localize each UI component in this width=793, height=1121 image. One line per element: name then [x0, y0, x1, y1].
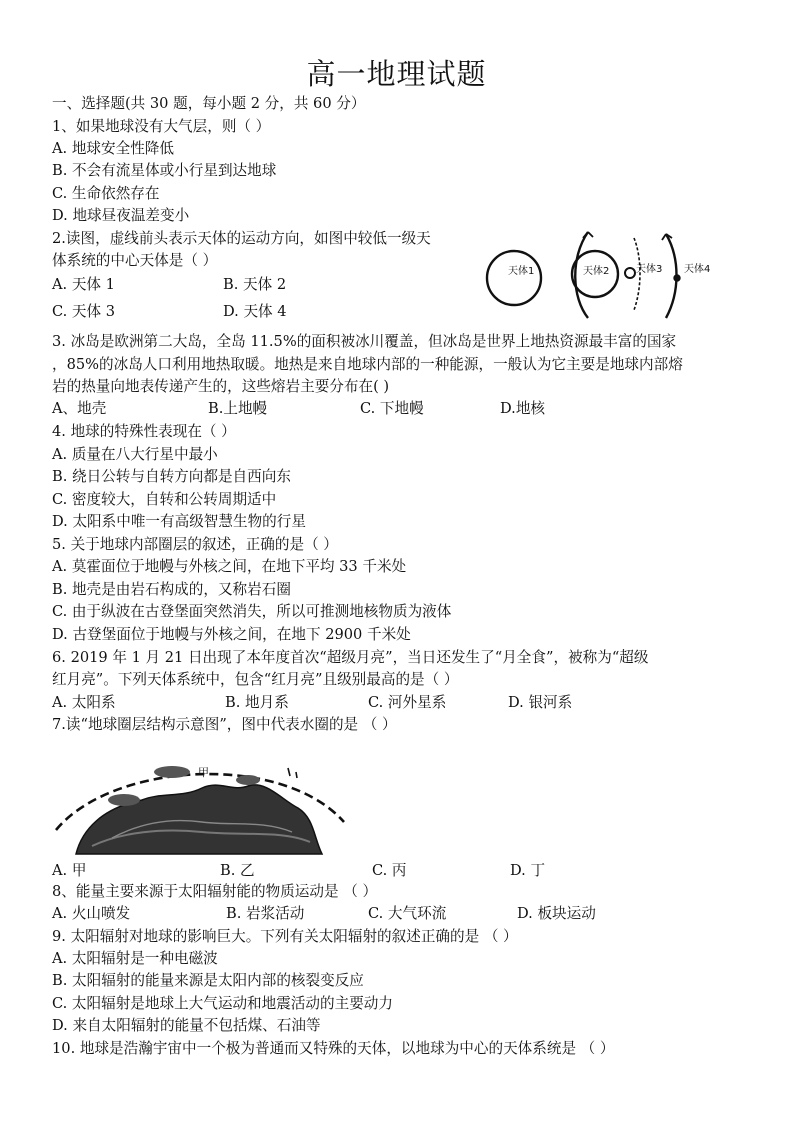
question-3-option-b: B.上地幔 — [208, 400, 268, 417]
question-5-option-a: A. 莫霍面位于地幔与外核之间，在地下平均 33 千米处 — [52, 558, 407, 575]
question-8-option-a: A. 火山喷发 — [52, 905, 131, 922]
fig-label-jia: 甲 — [198, 766, 209, 779]
question-7-option-b: B. 乙 — [220, 862, 255, 879]
celestial-bodies-figure — [480, 228, 710, 320]
question-10-stem: 10. 地球是浩瀚宇宙中一个极为普通而又特殊的天体，以地球为中心的天体系统是 （ ） — [52, 1040, 615, 1057]
question-1-option-c: C. 生命依然存在 — [52, 185, 160, 202]
question-2-option-a: A. 天体 1 — [52, 276, 115, 293]
question-4-option-b: B. 绕日公转与自转方向都是自西向东 — [52, 468, 291, 485]
question-3-option-d: D.地核 — [500, 400, 546, 417]
question-8-option-d: D. 板块运动 — [517, 905, 596, 922]
question-2-option-c: C. 天体 3 — [52, 303, 116, 320]
question-7-option-d: D. 丁 — [510, 862, 546, 879]
question-7-stem: 7.读“地球圈层结构示意图”，图中代表水圈的是 （ ） — [52, 716, 397, 733]
question-6-option-a: A. 太阳系 — [52, 694, 116, 711]
question-2-option-b: B. 天体 2 — [223, 276, 287, 293]
question-2-stem-line2: 体系统的中心天体是（ ） — [52, 252, 218, 269]
question-5-option-b: B. 地壳是由岩石构成的，又称岩石圈 — [52, 581, 291, 598]
question-3-option-c: C. 下地幔 — [360, 400, 424, 417]
question-1-option-b: B. 不会有流星体或小行星到达地球 — [52, 162, 277, 179]
question-4-option-a: A. 质量在八大行星中最小 — [52, 446, 218, 463]
question-1-option-d: D. 地球昼夜温差变小 — [52, 207, 190, 224]
question-3-line2: ，85%的冰岛人口利用地热取暖。地热是来自地球内部的一种能源，一般认为它主要是地球内部熔 — [52, 356, 683, 373]
question-8-option-b: B. 岩浆活动 — [226, 905, 305, 922]
question-9-option-d: D. 来自太阳辐射的能量不包括煤、石油等 — [52, 1017, 321, 1034]
question-3-line1: 3. 冰岛是欧洲第二大岛，全岛 11.5%的面积被冰川覆盖，但冰岛是世界上地热资源最丰富的国家 — [52, 333, 677, 350]
question-9-option-b: B. 太阳辐射的能量来源是太阳内部的核裂变反应 — [52, 972, 364, 989]
question-6-option-b: B. 地月系 — [225, 694, 289, 711]
question-5-stem: 5. 关于地球内部圈层的叙述，正确的是（ ） — [52, 536, 338, 553]
question-1-stem: 1、如果地球没有大气层，则（ ） — [52, 118, 271, 135]
page-title: 高一地理试题 — [306, 57, 487, 91]
question-5-option-d: D. 古登堡面位于地幔与外核之间，在地下 2900 千米处 — [52, 626, 411, 643]
question-5-option-c: C. 由于纵波在古登堡面突然消失，所以可推测地核物质为液体 — [52, 603, 452, 620]
question-6-line2: 红月亮”。下列天体系统中，包含“红月亮”且级别最高的是（ ） — [52, 671, 459, 688]
question-8-option-c: C. 大气环流 — [368, 905, 447, 922]
question-9-stem: 9. 太阳辐射对地球的影响巨大。下列有关太阳辐射的叙述正确的是 （ ） — [52, 928, 518, 945]
fig-label-body-2: 天体2 — [583, 266, 610, 277]
question-2-option-d: D. 天体 4 — [223, 303, 287, 320]
question-9-option-c: C. 太阳辐射是地球上大气运动和地震活动的主要动力 — [52, 995, 393, 1012]
question-4-option-d: D. 太阳系中唯一有高级智慧生物的行星 — [52, 513, 306, 530]
fig-label-body-3: 天体3 — [636, 264, 663, 275]
question-9-option-a: A. 太阳辐射是一种电磁波 — [52, 950, 218, 967]
earth-spheres-figure — [52, 742, 352, 860]
question-6-option-d: D. 银河系 — [508, 694, 573, 711]
question-6-line1: 6. 2019 年 1 月 21 日出现了本年度首次“超级月亮”，当日还发生了“月全食”，被称为“超级 — [52, 649, 649, 666]
question-8-stem: 8、能量主要来源于太阳辐射能的物质运动是 （ ） — [52, 883, 378, 900]
question-4-option-c: C. 密度较大，自转和公转周期适中 — [52, 491, 277, 508]
fig-label-body-1: 天体1 — [508, 266, 535, 277]
question-3-option-a: A、地壳 — [52, 400, 107, 417]
question-2-stem-line1: 2.读图，虚线前头表示天体的运动方向，如图中较低一级天 — [52, 230, 431, 247]
question-3-line3: 岩的热量向地表传递产生的，这些熔岩主要分布在( ) — [52, 378, 390, 395]
question-7-option-c: C. 丙 — [372, 862, 407, 879]
question-7-option-a: A. 甲 — [52, 862, 87, 879]
question-6-option-c: C. 河外星系 — [368, 694, 447, 711]
fig-label-body-4: 天体4 — [684, 264, 710, 275]
section-heading: 一、选择题(共 30 题，每小题 2 分，共 60 分） — [52, 95, 366, 112]
question-4-stem: 4. 地球的特殊性表现在（ ） — [52, 423, 236, 440]
question-1-option-a: A. 地球安全性降低 — [52, 140, 174, 157]
